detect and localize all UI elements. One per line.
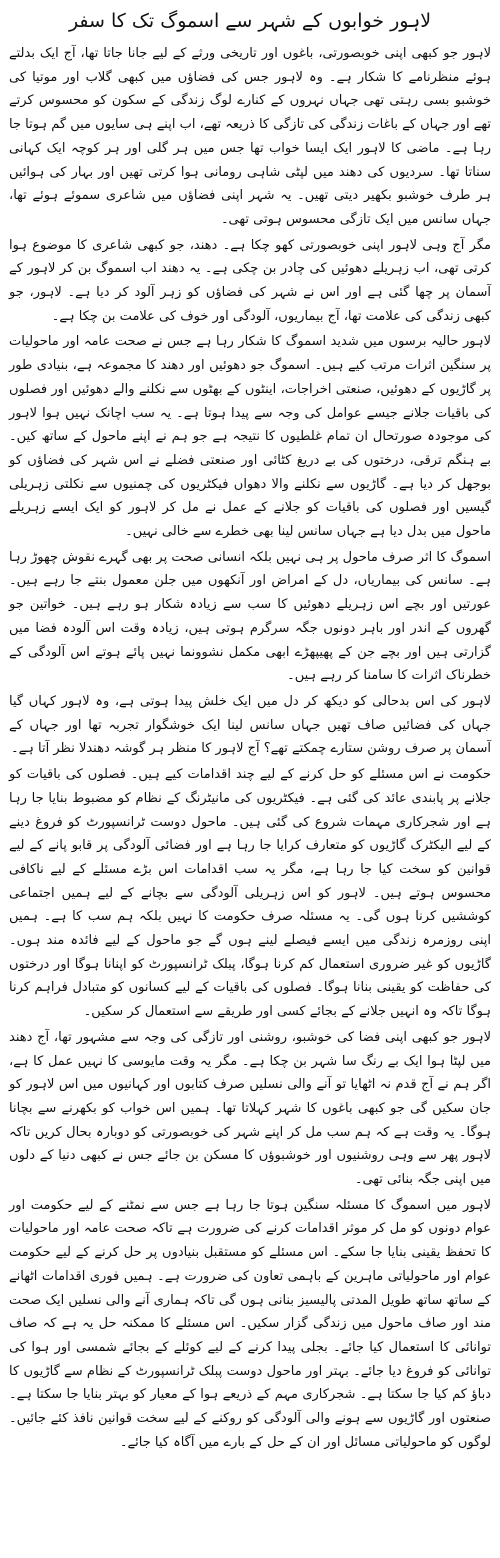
article-paragraph: حکومت نے اس مسئلے کو حل کرنے کے لیے چند اقدامات کیے ہیں۔ فصلوں کی باقیات کو جلانے پر پابندی عائد کی گئی ہے۔ فیکٹریوں کی مانیٹرنگ کے نظام کو مضبوط بنایا جا رہا ہے اور شجرکاری مہمات شروع کی گئی ہیں۔ ماحول دوست ٹرانسپورٹ کو فروغ دینے کے لیے الیکٹرک گاڑیوں کو متعارف کرایا جا رہا ہے اور فضائی آلودگی پر قابو پانے کے لیے قوانین کو سخت کیا جا رہا ہے، مگر یہ سب اقدامات اس بڑے مسئلے کے لیے ناکافی محسوس ہوتے ہیں۔ لاہور کو اس زہریلی آلودگی سے بچانے کے لیے ہمیں اجتماعی کوششیں کرنا ہوں گی۔ یہ مسئلہ صرف حکومت کا نہیں بلکہ ہم سب کا ہے۔ ہمیں اپنی روزمرہ زندگی میں ایسے فیصلے لینے ہوں گے جو ماحول کے لیے فائدہ مند ہوں۔ گاڑیوں کو غیر ضروری استعمال کم کرنا ہوگا، پبلک ٹرانسپورٹ کو اپنانا ہوگا اور درختوں کی حفاظت کو یقینی بنانا ہوگا۔ فصلوں کی باقیات کے لیے کسانوں کو متبادل فراہم کرنا ہوگا تاکہ وہ انہیں جلانے کے بجائے کسی اور طریقے سے استعمال کر سکیں۔	[9, 767, 491, 1020]
article-paragraph: مگر آج وہی لاہور اپنی خوبصورتی کھو چکا ہے۔ دھند، جو کبھی شاعری کا موضوع ہوا کرتی تھی، اب زہریلے دھوئیں کی چادر بن چکی ہے۔ یہ دھند اب اسموگ بن کر لاہور کے آسمان پر چھا گئی ہے اور اس نے شہر کی فضاؤں کو زہر آلود کر دیا ہے۔ لاہور، جو کبھی زندگی کی علامت تھا، آج بیماریوں، آلودگی اور خوف کی علامت بن چکا ہے۔	[9, 237, 491, 324]
article-paragraph: لاہور جو کبھی اپنی فضا کی خوشبو، روشنی اور تازگی کی وجہ سے مشہور تھا، آج دھند میں لپٹا ہوا ایک بے رنگ سا شہر بن چکا ہے۔ مگر یہ وقت مایوسی کا نہیں عمل کا ہے، اگر ہم نے آج قدم نہ اٹھایا تو آنے والی نسلیں صرف کتابوں اور کہانیوں میں اس لاہور کو جان سکیں گی جو کبھی باغوں کا شہر کہلاتا تھا۔ ہمیں اس خواب کو بکھرنے سے بچانا ہوگا۔ یہ وقت ہے کہ ہم سب مل کر اپنے شہر کی خوبصورتی کو دوبارہ بحال کریں تاکہ لاہور پھر سے وہی روشنیوں اور خوشبوؤں کا مسکن بن جائے جس نے کبھی دنیا کے دلوں میں اپنی جگہ بنائی تھی۔	[9, 1029, 491, 1188]
article-paragraph: لاہور کی اس بدحالی کو دیکھ کر دل میں ایک خلش پیدا ہوتی ہے، وہ لاہور کہاں گیا جہاں کی فضائیں صاف تھیں جہاں سانس لینا ایک خوشگوار تجربہ تھا اور جہاں کے آسمان پر صرف روشن ستارے چمکتے تھے؟ آج لاہور کا منظر ہر گوشہ دھندلا نظر آتا ہے۔	[9, 693, 491, 757]
article-paragraph: اسموگ کا اثر صرف ماحول پر ہی نہیں بلکہ انسانی صحت پر بھی گہرے نقوش چھوڑ رہا ہے۔ سانس کی بیماریاں، دل کے امراض اور آنکھوں میں جلن معمول بنتے جا رہے ہیں۔ عورتیں اور بچے اس زہریلے دھوئیں کا سب سے زیادہ شکار ہو رہے ہیں۔ خواتین جو گھروں کے اندر اور باہر دونوں جگہ سرگرم ہوتی ہیں، زیادہ وقت اس آلودہ فضا میں گزارتی ہیں اور بچے جن کے پھیپھڑے ابھی مکمل نشوونما نہیں پائے ہوتے اس آلودگی کے خطرناک اثرات کا سامنا کر رہے ہیں۔	[9, 549, 491, 684]
article-title: لاہور خوابوں کے شہر سے اسموگ تک کا سفر	[68, 10, 432, 32]
article-body	[9, 42, 491, 1454]
article-paragraph: لاہور میں اسموگ کا مسئلہ سنگین ہوتا جا رہا ہے جس سے نمٹنے کے لیے حکومت اور عوام دونوں کو مل کر موثر اقدامات کرنے کی ضرورت ہے تاکہ صحت عامہ اور ماحولیات کا تحفظ یقینی بنایا جا سکے۔ اس مسئلے کو مستقبل بنیادوں پر حل کرنے کے لیے حکومت عوام اور ماحولیاتی ماہرین کے باہمی تعاون کی ضرورت ہے۔ ہمیں فوری اقدامات اٹھانے کے ساتھ ساتھ طویل المدتی پالیسیز بنانی ہوں گی تاکہ ہماری آنے والی نسلیں ایک صحت مند اور صاف ماحول میں زندگی گزار سکیں۔ اس مسئلے کا ممکنہ حل یہ ہے کہ صاف توانائی کا استعمال کیا جائے۔ بجلی پیدا کرنے کے لیے کوئلے کے بجائے شمسی اور ہوا کی توانائی کو فروغ دیا جائے۔ بہتر اور ماحول دوست پبلک ٹرانسپورٹ کے نظام سے گاڑیوں کا دباؤ کم کیا جا سکتا ہے۔ شجرکاری مہم کے ذریعے ہوا کے معیار کو بہتر بنایا جا سکتا ہے۔ صنعتوں اور گاڑیوں سے ہونے والی آلودگی کو روکنے کے لیے سخت قوانین نافذ کئے جائیں۔ لوگوں کو ماحولیاتی مسائل اور ان کے حل کے بارے میں آگاہ کیا جائے۔	[9, 1197, 491, 1450]
article-paragraph: لاہور حالیہ برسوں میں شدید اسموگ کا شکار رہا ہے جس نے صحت عامہ اور ماحولیات پر سنگین اثرات مرتب کیے ہیں۔ اسموگ جو دھوئیں اور دھند کا مجموعہ ہے، بنیادی طور پر گاڑیوں کے دھوئیں، صنعتی اخراجات، اینٹوں کے بھٹوں سے نکلنے والے دھوئیں اور فصلوں کی باقیات جلانے جیسے عوامل کی وجہ سے پیدا ہوتا ہے۔ یہ سب اچانک نہیں ہوا لاہور کی موجودہ صورتحال ان تمام غلطیوں کا نتیجہ ہے جو ہم نے اپنے ماحول کے ساتھ کیں۔ بے ہنگم ترقی، درختوں کی بے دریغ کٹائی اور صنعتی فضلے نے اس شہر کی فضاؤں کو بوجھل کر دیا ہے۔ گاڑیوں سے نکلنے والا دھواں فیکٹریوں کی چمنیوں سے نکلتی زہریلی گیسیں اور فصلوں کی باقیات کو جلانے کے عمل نے مل کر لاہور کو ایک ایسے زہریلے ماحول میں بدل دیا ہے جہاں سانس لینا بھی خطرے سے خالی نہیں۔	[9, 334, 491, 540]
article-paragraph: لاہور جو کبھی اپنی خوبصورتی، باغوں اور تاریخی ورثے کے لیے جانا جاتا تھا، آج ایک بدلتے ہوئے منظرنامے کا شکار ہے۔ وہ لاہور جس کی فضاؤں میں کبھی گلاب اور موتیا کی خوشبو بسی رہتی تھی جہاں نہروں کے کنارے لوگ زندگی کے سکون کو محسوس کرتے تھے اور جہاں کے باغات زندگی کی تازگی کا ذریعہ تھے، اب اپنے ہی سایوں میں گم ہوتا جا رہا ہے۔ ماضی کا لاہور ایک ایسا خواب تھا جس میں ہر گلی اور ہر کوچہ ایک کہانی سناتا تھا۔ سردیوں کی دھند میں لپٹی شاہی رومانی ہوا کرتی تھیں اور بہار کی ہوائیں ہر طرف خوشبو بکھیر دیتی تھیں۔ یہ شہر اپنی فضاؤں میں شاعری سموئے ہوئے تھا، جہاں سانس میں ایک تازگی محسوس ہوتی تھی۔	[9, 46, 491, 227]
